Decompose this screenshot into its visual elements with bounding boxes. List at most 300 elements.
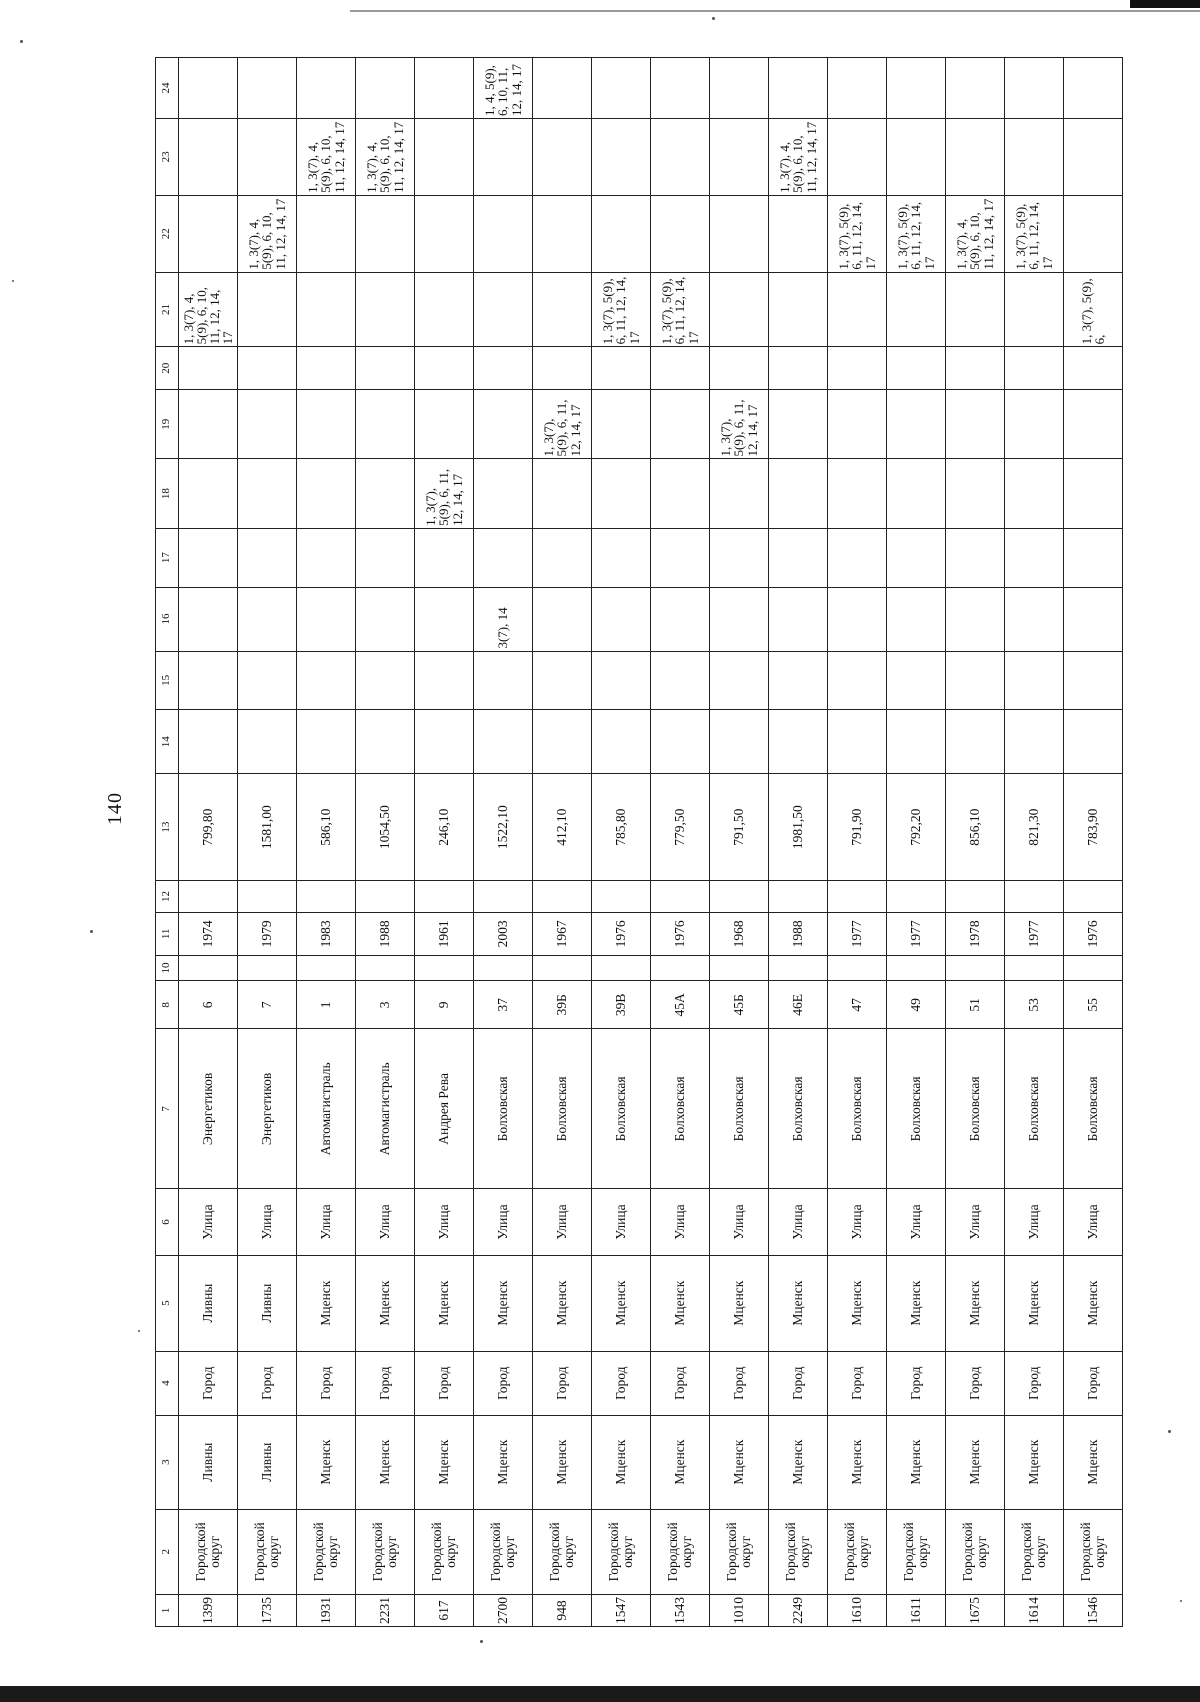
cell-c7: Болховская: [946, 1029, 1005, 1189]
cell-c15: [887, 651, 946, 710]
cell-c8: 37: [474, 981, 533, 1029]
cell-c18: [651, 459, 710, 528]
column-header: 22: [156, 195, 179, 272]
cell-c23: [946, 118, 1005, 195]
cell-c2: Городской округ: [415, 1509, 474, 1594]
cell-c15: [651, 651, 710, 710]
cell-c3: Мценск: [297, 1415, 356, 1509]
column-header: 13: [156, 774, 179, 881]
cell-c11: 1988: [769, 913, 828, 956]
cell-c10: [415, 955, 474, 981]
cell-c4: Город: [474, 1351, 533, 1415]
cell-c22: 1, 3(7), 5(9), 6, 11, 12, 14, 17: [828, 195, 887, 272]
cell-c6: Улица: [769, 1189, 828, 1255]
cell-c8: 1: [297, 981, 356, 1029]
cell-c21: 1, 3(7), 5(9), 6, 11, 12, 14, 17: [651, 272, 710, 347]
cell-c2: Городской округ: [769, 1509, 828, 1594]
cell-c19: [592, 390, 651, 459]
cell-c17: [651, 528, 710, 587]
cell-c11: 1983: [297, 913, 356, 956]
cell-c13: 791,90: [828, 774, 887, 881]
cell-c21: [297, 272, 356, 347]
cell-c3: Мценск: [474, 1415, 533, 1509]
cell-c24: [179, 58, 238, 119]
cell-c19: [828, 390, 887, 459]
cell-c16: [297, 587, 356, 651]
column-header: 5: [156, 1255, 179, 1351]
cell-c6: Улица: [710, 1189, 769, 1255]
table-row: [179, 58, 238, 1627]
cell-c12: [238, 881, 297, 913]
cell-c21: [533, 272, 592, 347]
cell-c6: Улица: [828, 1189, 887, 1255]
table-row: [651, 58, 710, 1627]
cell-c4: Город: [356, 1351, 415, 1415]
cell-c24: [1005, 58, 1064, 119]
cell-c22: [710, 195, 769, 272]
cell-c18: [297, 459, 356, 528]
cell-c10: [769, 955, 828, 981]
cell-c24: [828, 58, 887, 119]
column-header: 23: [156, 118, 179, 195]
cell-c16: [710, 587, 769, 651]
cell-c4: Город: [1005, 1351, 1064, 1415]
page-number: 140: [104, 792, 126, 825]
cell-c13: 799,80: [179, 774, 238, 881]
cell-c22: [179, 195, 238, 272]
cell-c17: [592, 528, 651, 587]
cell-c1: 1675: [946, 1594, 1005, 1626]
scan-speck: [1180, 1600, 1182, 1602]
cell-c10: [651, 955, 710, 981]
cell-c1: 1399: [179, 1594, 238, 1626]
cell-c4: Город: [179, 1351, 238, 1415]
column-header: 14: [156, 710, 179, 774]
cell-c16: [1005, 587, 1064, 651]
cell-c16: [651, 587, 710, 651]
cell-c4: Город: [710, 1351, 769, 1415]
cell-c14: [946, 710, 1005, 774]
cell-c24: [592, 58, 651, 119]
cell-c10: [828, 955, 887, 981]
cell-c6: Улица: [297, 1189, 356, 1255]
cell-c5: Мценск: [828, 1255, 887, 1351]
cell-c10: [887, 955, 946, 981]
cell-c20: [297, 347, 356, 390]
scan-speck: [480, 1640, 483, 1643]
cell-c13: 779,50: [651, 774, 710, 881]
cell-c1: 948: [533, 1594, 592, 1626]
column-header: 17: [156, 528, 179, 587]
cell-c2: Городской округ: [238, 1509, 297, 1594]
table-row: [238, 58, 297, 1627]
cell-c21: [474, 272, 533, 347]
cell-c20: [828, 347, 887, 390]
cell-c11: 1976: [592, 913, 651, 956]
cell-c12: [710, 881, 769, 913]
cell-c14: [356, 710, 415, 774]
cell-c10: [946, 955, 1005, 981]
cell-c17: [1064, 528, 1123, 587]
cell-c16: [179, 587, 238, 651]
cell-c13: 1981,50: [769, 774, 828, 881]
cell-c17: [769, 528, 828, 587]
cell-c1: 1010: [710, 1594, 769, 1626]
cell-c22: [474, 195, 533, 272]
cell-c1: 1547: [592, 1594, 651, 1626]
cell-c20: [179, 347, 238, 390]
cell-c11: 1979: [238, 913, 297, 956]
cell-c23: [238, 118, 297, 195]
cell-c10: [1005, 955, 1064, 981]
cell-c7: Автомагистраль: [356, 1029, 415, 1189]
cell-c2: Городской округ: [1005, 1509, 1064, 1594]
cell-c16: [533, 587, 592, 651]
cell-c7: Андрея Рева: [415, 1029, 474, 1189]
cell-c19: [356, 390, 415, 459]
cell-c18: [769, 459, 828, 528]
cell-c5: Мценск: [474, 1255, 533, 1351]
cell-c8: 49: [887, 981, 946, 1029]
cell-c8: 45Б: [710, 981, 769, 1029]
cell-c24: [297, 58, 356, 119]
cell-c5: Мценск: [651, 1255, 710, 1351]
cell-c17: [179, 528, 238, 587]
cell-c5: Мценск: [769, 1255, 828, 1351]
table-row: [297, 58, 356, 1627]
cell-c21: [828, 272, 887, 347]
cell-c15: [1005, 651, 1064, 710]
cell-c2: Городской округ: [297, 1509, 356, 1594]
cell-c24: [710, 58, 769, 119]
cell-c8: 9: [415, 981, 474, 1029]
scan-bottom-band: [0, 1686, 1200, 1702]
column-header: 4: [156, 1351, 179, 1415]
cell-c12: [474, 881, 533, 913]
cell-c13: 792,20: [887, 774, 946, 881]
cell-c23: [1064, 118, 1123, 195]
cell-c12: [415, 881, 474, 913]
table-row: [769, 58, 828, 1627]
register-table: [155, 57, 1123, 1627]
scan-speck: [90, 930, 93, 933]
cell-c12: [1064, 881, 1123, 913]
cell-c15: [533, 651, 592, 710]
cell-c19: 1, 3(7), 5(9), 6, 11, 12, 14, 17: [710, 390, 769, 459]
cell-c10: [179, 955, 238, 981]
cell-c4: Город: [769, 1351, 828, 1415]
cell-c18: [946, 459, 1005, 528]
cell-c16: [1064, 587, 1123, 651]
cell-c23: [179, 118, 238, 195]
table-row: [887, 58, 946, 1627]
table-row: [415, 58, 474, 1627]
cell-c21: 1, 3(7), 5(9), 6, 11, 12, 14, 17: [592, 272, 651, 347]
cell-c21: [356, 272, 415, 347]
cell-c7: Болховская: [769, 1029, 828, 1189]
cell-c18: [533, 459, 592, 528]
cell-c15: [592, 651, 651, 710]
cell-c2: Городской округ: [828, 1509, 887, 1594]
cell-c7: Энергетиков: [179, 1029, 238, 1189]
cell-c7: Болховская: [1064, 1029, 1123, 1189]
cell-c16: 3(7), 14: [474, 587, 533, 651]
cell-c7: Болховская: [1005, 1029, 1064, 1189]
cell-c3: Мценск: [946, 1415, 1005, 1509]
cell-c6: Улица: [651, 1189, 710, 1255]
cell-c14: [533, 710, 592, 774]
cell-c23: [651, 118, 710, 195]
cell-c17: [474, 528, 533, 587]
cell-c10: [710, 955, 769, 981]
cell-c22: 1, 3(7), 5(9), 6, 11, 12, 14, 17: [887, 195, 946, 272]
cell-c12: [887, 881, 946, 913]
cell-c3: Мценск: [769, 1415, 828, 1509]
cell-c2: Городской округ: [887, 1509, 946, 1594]
cell-c16: [592, 587, 651, 651]
cell-c1: 2700: [474, 1594, 533, 1626]
cell-c11: 1968: [710, 913, 769, 956]
cell-c12: [533, 881, 592, 913]
cell-c3: Мценск: [592, 1415, 651, 1509]
column-header: 18: [156, 459, 179, 528]
column-header: 19: [156, 390, 179, 459]
cell-c3: Ливны: [179, 1415, 238, 1509]
cell-c3: Мценск: [651, 1415, 710, 1509]
table-row: [592, 58, 651, 1627]
cell-c21: [946, 272, 1005, 347]
cell-c21: [238, 272, 297, 347]
cell-c13: 246,10: [415, 774, 474, 881]
cell-c3: Мценск: [1064, 1415, 1123, 1509]
cell-c4: Город: [592, 1351, 651, 1415]
cell-c23: 1, 3(7), 4, 5(9), 6, 10, 11, 12, 14, 17: [769, 118, 828, 195]
rotated-table-container: [155, 57, 1107, 1627]
cell-c11: 1967: [533, 913, 592, 956]
cell-c3: Мценск: [1005, 1415, 1064, 1509]
cell-c7: Болховская: [474, 1029, 533, 1189]
cell-c2: Городской округ: [592, 1509, 651, 1594]
cell-c21: [1005, 272, 1064, 347]
cell-c23: [710, 118, 769, 195]
cell-c21: 1, 3(7), 4, 5(9), 6, 10, 11, 12, 14, 17: [179, 272, 238, 347]
cell-c19: [651, 390, 710, 459]
cell-c22: 1, 3(7), 4, 5(9), 6, 10, 11, 12, 14, 17: [238, 195, 297, 272]
cell-c13: 785,80: [592, 774, 651, 881]
table-row: [946, 58, 1005, 1627]
cell-c16: [356, 587, 415, 651]
cell-c14: [710, 710, 769, 774]
table-row: [1064, 58, 1123, 1627]
cell-c12: [592, 881, 651, 913]
column-header: 21: [156, 272, 179, 347]
cell-c1: 1611: [887, 1594, 946, 1626]
cell-c5: Ливны: [179, 1255, 238, 1351]
cell-c18: [710, 459, 769, 528]
cell-c15: [474, 651, 533, 710]
cell-c24: [533, 58, 592, 119]
cell-c13: 412,10: [533, 774, 592, 881]
cell-c1: 617: [415, 1594, 474, 1626]
cell-c7: Болховская: [710, 1029, 769, 1189]
column-header: 2: [156, 1509, 179, 1594]
cell-c22: [297, 195, 356, 272]
cell-c23: [415, 118, 474, 195]
cell-c23: [887, 118, 946, 195]
cell-c6: Улица: [533, 1189, 592, 1255]
cell-c11: 2003: [474, 913, 533, 956]
table-row: [356, 58, 415, 1627]
cell-c2: Городской округ: [179, 1509, 238, 1594]
cell-c16: [887, 587, 946, 651]
cell-c12: [651, 881, 710, 913]
cell-c13: 586,10: [297, 774, 356, 881]
cell-c19: [238, 390, 297, 459]
cell-c15: [356, 651, 415, 710]
cell-c14: [297, 710, 356, 774]
column-header: 7: [156, 1029, 179, 1189]
cell-c18: [238, 459, 297, 528]
cell-c17: [533, 528, 592, 587]
cell-c3: Мценск: [828, 1415, 887, 1509]
cell-c2: Городской округ: [474, 1509, 533, 1594]
cell-c18: [1005, 459, 1064, 528]
cell-c16: [769, 587, 828, 651]
cell-c10: [592, 955, 651, 981]
cell-c23: [533, 118, 592, 195]
cell-c2: Городской округ: [710, 1509, 769, 1594]
cell-c15: [297, 651, 356, 710]
cell-c3: Ливны: [238, 1415, 297, 1509]
cell-c12: [297, 881, 356, 913]
cell-c22: [533, 195, 592, 272]
cell-c15: [946, 651, 1005, 710]
cell-c23: [592, 118, 651, 195]
cell-c24: [356, 58, 415, 119]
cell-c18: [474, 459, 533, 528]
cell-c12: [179, 881, 238, 913]
cell-c4: Город: [828, 1351, 887, 1415]
cell-c16: [828, 587, 887, 651]
table-row: [828, 58, 887, 1627]
scan-speck: [712, 17, 715, 20]
cell-c21: [415, 272, 474, 347]
cell-c8: 6: [179, 981, 238, 1029]
cell-c10: [356, 955, 415, 981]
cell-c3: Мценск: [415, 1415, 474, 1509]
cell-c20: [1005, 347, 1064, 390]
cell-c12: [1005, 881, 1064, 913]
column-header: 6: [156, 1189, 179, 1255]
cell-c8: 55: [1064, 981, 1123, 1029]
cell-c22: [651, 195, 710, 272]
cell-c6: Улица: [946, 1189, 1005, 1255]
column-header: 12: [156, 881, 179, 913]
cell-c21: [887, 272, 946, 347]
cell-c4: Город: [651, 1351, 710, 1415]
column-header: 15: [156, 651, 179, 710]
cell-c22: [769, 195, 828, 272]
cell-c19: [1005, 390, 1064, 459]
cell-c20: [533, 347, 592, 390]
cell-c22: 1, 3(7), 5(9), 6, 11, 12, 14, 17: [1005, 195, 1064, 272]
cell-c22: [356, 195, 415, 272]
cell-c16: [238, 587, 297, 651]
cell-c14: [769, 710, 828, 774]
cell-c4: Город: [1064, 1351, 1123, 1415]
cell-c13: 821,30: [1005, 774, 1064, 881]
cell-c12: [828, 881, 887, 913]
cell-c7: Болховская: [828, 1029, 887, 1189]
cell-c3: Мценск: [710, 1415, 769, 1509]
cell-c6: Улица: [356, 1189, 415, 1255]
cell-c19: [297, 390, 356, 459]
table-row: [710, 58, 769, 1627]
cell-c4: Город: [415, 1351, 474, 1415]
cell-c13: 783,90: [1064, 774, 1123, 881]
column-header: 11: [156, 913, 179, 956]
cell-c5: Мценск: [415, 1255, 474, 1351]
cell-c23: [1005, 118, 1064, 195]
cell-c18: [1064, 459, 1123, 528]
cell-c14: [592, 710, 651, 774]
cell-c19: [946, 390, 1005, 459]
cell-c5: Мценск: [710, 1255, 769, 1351]
cell-c10: [238, 955, 297, 981]
column-header: 10: [156, 955, 179, 981]
cell-c8: 39В: [592, 981, 651, 1029]
cell-c13: 1522,10: [474, 774, 533, 881]
cell-c15: [828, 651, 887, 710]
cell-c14: [887, 710, 946, 774]
cell-c11: 1977: [887, 913, 946, 956]
cell-c19: [415, 390, 474, 459]
cell-c17: [297, 528, 356, 587]
cell-c1: 2249: [769, 1594, 828, 1626]
cell-c4: Город: [887, 1351, 946, 1415]
cell-c20: [946, 347, 1005, 390]
cell-c3: Мценск: [887, 1415, 946, 1509]
cell-c14: [415, 710, 474, 774]
cell-c24: [887, 58, 946, 119]
cell-c13: 791,50: [710, 774, 769, 881]
cell-c15: [710, 651, 769, 710]
scan-speck: [1168, 1430, 1171, 1433]
cell-c14: [238, 710, 297, 774]
cell-c18: [179, 459, 238, 528]
cell-c8: 47: [828, 981, 887, 1029]
column-header: 3: [156, 1415, 179, 1509]
cell-c1: 1610: [828, 1594, 887, 1626]
cell-c6: Улица: [179, 1189, 238, 1255]
cell-c11: 1974: [179, 913, 238, 956]
cell-c6: Улица: [592, 1189, 651, 1255]
cell-c22: [592, 195, 651, 272]
cell-c16: [946, 587, 1005, 651]
cell-c14: [651, 710, 710, 774]
scan-speck: [138, 1330, 140, 1332]
cell-c23: [474, 118, 533, 195]
cell-c7: Болховская: [887, 1029, 946, 1189]
scan-top-mark: [1130, 0, 1200, 8]
cell-c7: Болховская: [533, 1029, 592, 1189]
cell-c6: Улица: [1064, 1189, 1123, 1255]
cell-c18: [356, 459, 415, 528]
column-header: 16: [156, 587, 179, 651]
cell-c19: [474, 390, 533, 459]
cell-c15: [415, 651, 474, 710]
cell-c19: [1064, 390, 1123, 459]
